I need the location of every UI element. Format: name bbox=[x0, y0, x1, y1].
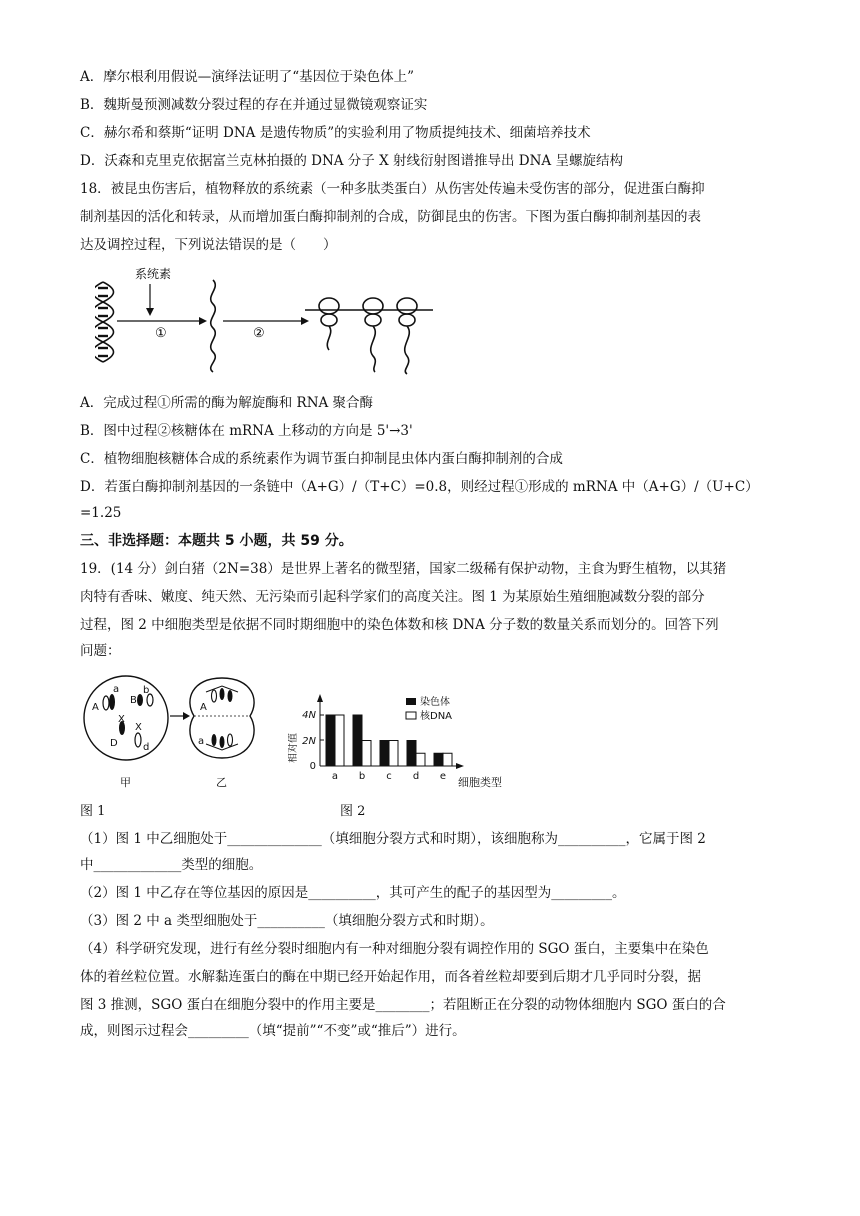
gene-label: B bbox=[130, 695, 137, 706]
q17-option-b: B．魏斯曼预测减数分裂过程的存在并通过显微镜观察证实 bbox=[80, 97, 428, 113]
figure1-meiosis-cells bbox=[82, 670, 282, 792]
q17-option-c: C．赫尔希和蔡斯“证明 DNA 是遗传物质”的实验利用了物质提纯技术、细菌培养技术 bbox=[80, 125, 591, 141]
bar-chromosome-e bbox=[434, 753, 443, 766]
cell-yi-label: 乙 bbox=[216, 776, 227, 789]
mrna-strand bbox=[211, 280, 216, 372]
xtick-b: b bbox=[358, 771, 366, 782]
chart-ylabel: 相对值 bbox=[288, 733, 299, 763]
gene-label: a bbox=[113, 684, 120, 695]
q18-option-b: B．图中过程②核糖体在 mRNA 上移动的方向是 5'→3' bbox=[80, 423, 413, 439]
figure2-caption: 图 2 bbox=[340, 804, 366, 819]
gene-label: X bbox=[135, 722, 142, 733]
q18-option-c: C．植物细胞核糖体合成的系统素作为调节蛋白抑制昆虫体内蛋白酶抑制剂的合成 bbox=[80, 451, 563, 467]
chart-ytick-0: 0 bbox=[309, 761, 316, 772]
dna-double-helix bbox=[95, 282, 114, 362]
q18-stem-line2: 制剂基因的活化和转录，从而增加蛋白酶抑制剂的合成，防御昆虫的伤害。下图为蛋白酶抑制剂基因的表 bbox=[80, 209, 701, 225]
bar-dna-b bbox=[362, 741, 371, 767]
q17-option-a: A．摩尔根利用假说—演绎法证明了“基因位于染色体上” bbox=[80, 69, 415, 85]
xtick-d: d bbox=[412, 771, 420, 782]
chart-ytick-4n: 4N bbox=[302, 710, 316, 721]
bar-dna-e bbox=[443, 753, 452, 766]
q18-stem-line1: 18．被昆虫伤害后，植物释放的系统素（一种多肽类蛋白）从伤害处传遍未受伤害的部分，促进蛋白酶抑 bbox=[80, 181, 705, 197]
q19-stem-line2: 肉特有香味、嫩度、纯天然、无污染而引起科学家们的高度关注。图 1 为某原始生殖细胞减数分裂的部分 bbox=[80, 589, 705, 605]
xtick-e: e bbox=[439, 771, 447, 782]
xtick-c: c bbox=[386, 771, 392, 782]
xtick-a: a bbox=[331, 771, 339, 782]
q19-part3: （3）图 2 中 a 类型细胞处于__________（填细胞分裂方式和时期）。 bbox=[80, 913, 494, 929]
legend-swatch-chromosome bbox=[406, 698, 416, 705]
gene-label: X bbox=[118, 714, 125, 725]
q19-part4-line2: 体的着丝粒位置。水解黏连蛋白的酶在中期已经开始起作用，而各着丝粒却要到后期才几乎同时分裂，据 bbox=[80, 969, 701, 985]
label-systemin: 系统素 bbox=[135, 267, 172, 281]
gene-label: D bbox=[110, 738, 118, 749]
bar-dna-c bbox=[389, 741, 398, 767]
q19-part1-line1: （1）图 1 中乙细胞处于______________（填细胞分裂方式和时期），该细胞称为__________，它属于图 2 bbox=[80, 831, 706, 847]
bar-dna-a bbox=[335, 715, 344, 766]
q19-part4-line4: 成，则图示过程会_________（填“提前”“不变”或“推后”）进行。 bbox=[80, 1023, 466, 1039]
q19-part2: （2）图 1 中乙存在等位基因的原因是__________，其可产生的配子的基因型为_________。 bbox=[80, 885, 626, 901]
gene-label: a bbox=[198, 736, 205, 747]
gene-label: A bbox=[92, 702, 99, 713]
gene-label: A bbox=[200, 702, 207, 713]
q18-option-d-line1: D．若蛋白酶抑制剂基因的一条链中（A+G）/（T+C）=0.8，则经过程①形成的 mRNA 中（A+G）/（U+C） bbox=[80, 479, 759, 495]
bar-chromosome-d bbox=[407, 741, 416, 767]
q19-part4-line3: 图 3 推测，SGO 蛋白在细胞分裂中的作用主要是________；若阻断正在分裂的动物体细胞内 SGO 蛋白的合 bbox=[80, 997, 726, 1013]
q19-part4-line1: （4）科学研究发现，进行有丝分裂时细胞内有一种对细胞分裂有调控作用的 SGO 蛋白，主要集中在染色 bbox=[80, 941, 709, 957]
legend-chromosome: 染色体 bbox=[420, 697, 450, 708]
gene-label: b bbox=[143, 685, 150, 696]
q19-stem-line4: 问题： bbox=[80, 643, 121, 659]
cell-jia-label: 甲 bbox=[120, 776, 131, 789]
q19-stem-line1: 19．(14 分）剑白猪（2N=38）是世界上著名的微型猪，国家二级稀有保护动物，主食为野生植物，以其猪 bbox=[80, 561, 727, 577]
cell-jia bbox=[84, 676, 168, 760]
figure1-caption: 图 1 bbox=[80, 804, 106, 819]
q18-option-a: A．完成过程①所需的酶为解旋酶和 RNA 聚合酶 bbox=[80, 395, 374, 411]
q19-stem-line3: 过程，图 2 中细胞类型是依据不同时期细胞中的染色体数和核 DNA 分子数的数量关系而划分的。回答下列 bbox=[80, 617, 719, 633]
chart-xlabel: 细胞类型 bbox=[458, 776, 502, 789]
ribosome-1 bbox=[319, 298, 339, 350]
bar-dna-d bbox=[416, 753, 425, 766]
gene-expression-diagram bbox=[95, 262, 440, 377]
bar-chromosome-b bbox=[353, 715, 362, 766]
bar-chromosome-a bbox=[326, 715, 335, 766]
legend-dna: 核DNA bbox=[420, 711, 453, 722]
chart-ytick-2n: 2N bbox=[302, 736, 316, 747]
figure2-bar-chart bbox=[288, 690, 518, 794]
bar-chromosome-c bbox=[380, 741, 389, 767]
q18-option-d-line2: =1.25 bbox=[80, 505, 122, 521]
legend-swatch-dna bbox=[406, 712, 416, 719]
gene-label: d bbox=[143, 742, 150, 753]
label-process-2: ② bbox=[253, 326, 265, 341]
label-process-1: ① bbox=[155, 326, 167, 341]
q17-option-d: D．沃森和克里克依据富兰克林拍摄的 DNA 分子 X 射线衍射图谱推导出 DNA 呈螺旋结构 bbox=[80, 153, 623, 169]
section-heading: 三、非选择题：本题共 5 小题，共 59 分。 bbox=[80, 533, 353, 549]
ribosome-2 bbox=[363, 298, 383, 372]
q19-part1-line2: 中_____________类型的细胞。 bbox=[80, 857, 263, 873]
q18-stem-line3: 达及调控过程，下列说法错误的是（ ） bbox=[80, 237, 337, 253]
